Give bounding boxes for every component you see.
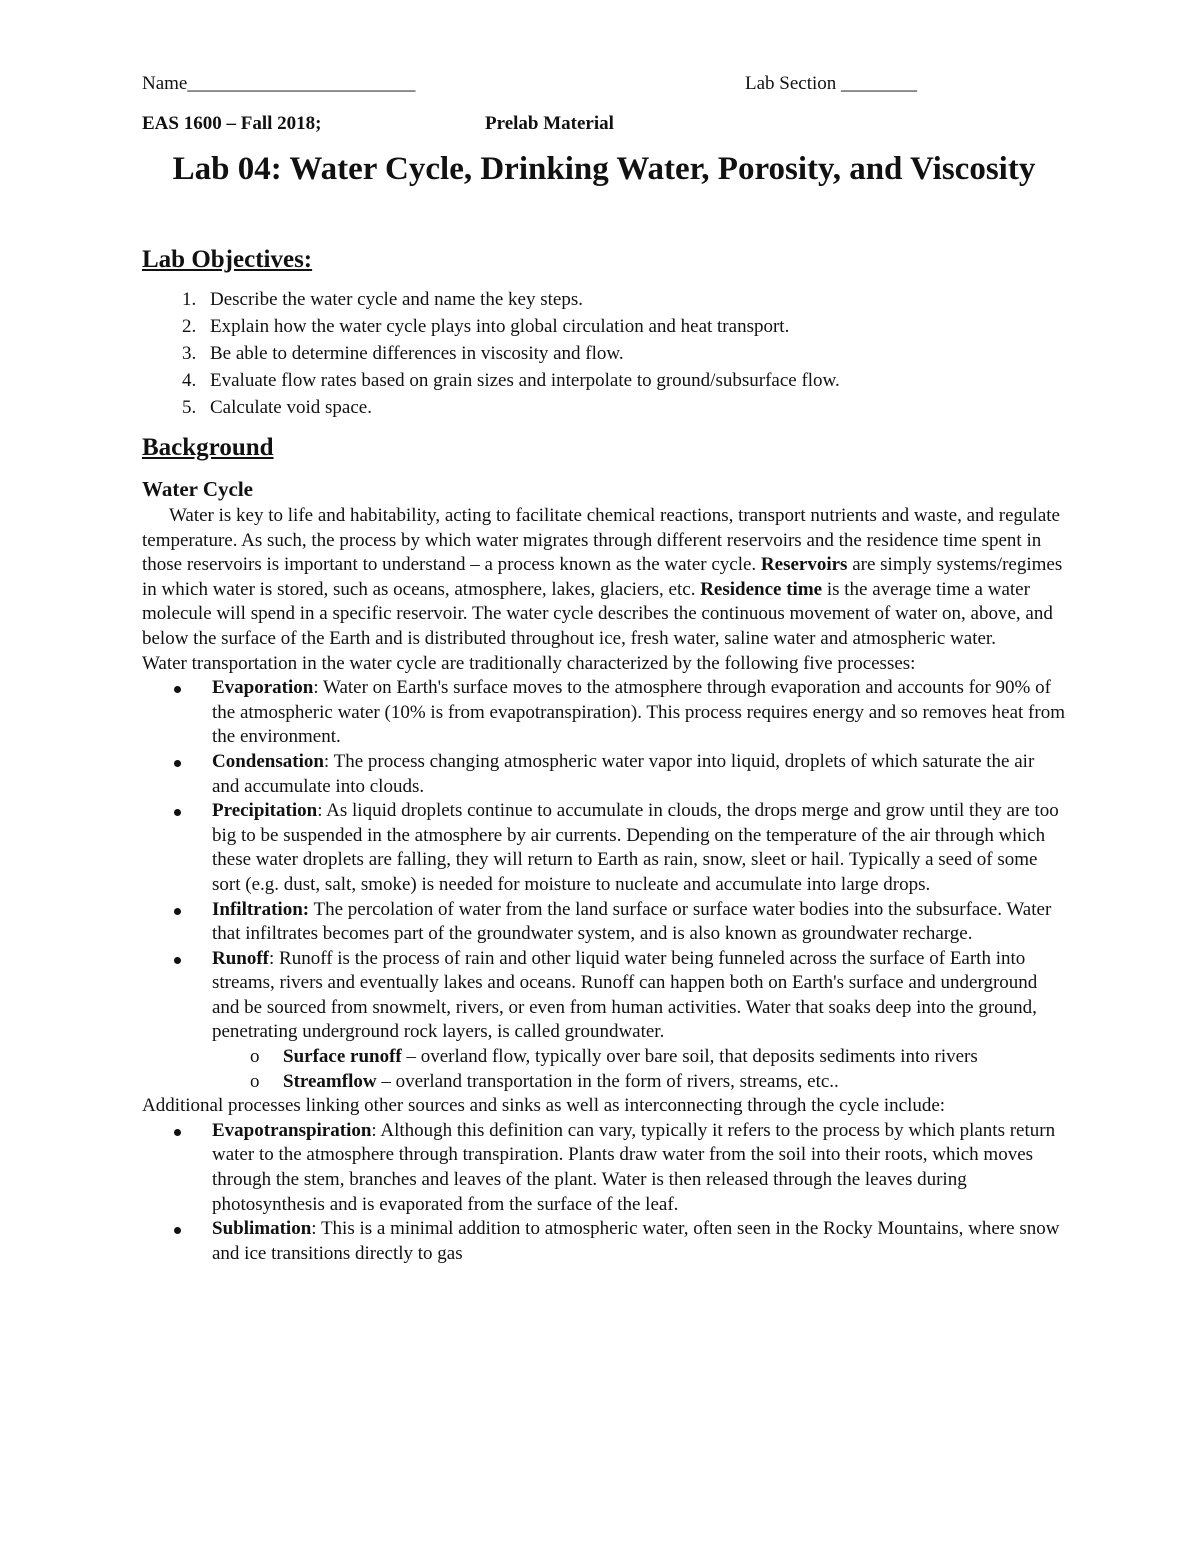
- name-field: Name________________________: [142, 73, 416, 94]
- bullet-icon: [174, 957, 181, 964]
- list-item: 5. Calculate void space.: [182, 397, 372, 418]
- list-item: 4. Evaluate flow rates based on grain sizes and interpolate to ground/subsurface flow.: [182, 370, 840, 391]
- page-title: Lab 04: Water Cycle, Drinking Water, Porosity, and Viscosity: [172, 151, 1036, 187]
- list-item: o Streamflow – overland transportation in the form of rivers, streams, etc..: [283, 1070, 1066, 1095]
- objectives-list: [142, 286, 1070, 421]
- sub-bullet-icon: o: [250, 1070, 260, 1092]
- list-item: Precipitation: As liquid droplets continue to accumulate in clouds, the drops merge and grow until they are too big to be suspended in the atmosphere by air currents. Depending on the temperature of the air through which these water droplets are falling, they will return to Earth as rain, snow, sleet or hail. Typically a seed of some sort (e.g. dust, salt, smoke) is needed for moisture to nucleate and accumulate into large drops.: [212, 799, 1066, 897]
- bullet-icon: [174, 908, 181, 915]
- background-heading: Background: [142, 434, 274, 461]
- intro-paragraph: Water is key to life and habitability, acting to facilitate chemical reactions, transport nutrients and waste, and regulate temperature. As such, the process by which water migrates through different reservoirs and the residence time spent in those reservoirs is important to understand – a process known as the water cycle. Reservoirs are simply systems/regimes in which water is stored, such as oceans, atmosphere, lakes, glaciers, etc. Residence time is the average time a water molecule will spend in a specific reservoir. The water cycle describes the continuous movement of water on, above, and below the surface of the Earth and is distributed throughout ice, fresh water, saline water and atmospheric water.: [142, 505, 1063, 649]
- prelab-label: Prelab Material: [485, 113, 614, 134]
- list-item: 1. Describe the water cycle and name the key steps.: [182, 289, 583, 310]
- bullet-icon: [174, 686, 181, 693]
- list-item: o Surface runoff – overland flow, typically over bare soil, that deposits sediments into rivers: [283, 1045, 1066, 1070]
- header-fields: [142, 72, 1066, 98]
- list-item: Sublimation: This is a minimal addition to atmospheric water, often seen in the Rocky Mountains, where snow and ice transitions directly to gas: [212, 1217, 1066, 1266]
- list-item: 3. Be able to determine differences in viscosity and flow.: [182, 343, 624, 364]
- course-label: EAS 1600 – Fall 2018;: [142, 113, 322, 134]
- list-item: Infiltration: The percolation of water from the land surface or surface water bodies into the subsurface. Water that infiltrates becomes part of the groundwater system, and is also known as groundwater recharge.: [212, 898, 1066, 947]
- bullet-icon: [174, 1227, 181, 1234]
- processes-intro: Water transportation in the water cycle are traditionally characterized by the following five processes:: [142, 652, 916, 674]
- list-item: 2. Explain how the water cycle plays into global circulation and heat transport.: [182, 316, 790, 337]
- list-item: Evapotranspiration: Although this definition can vary, typically it refers to the process by which plants return water to the atmosphere through transpiration. Plants draw water from the soil into their roots, which moves through the stem, branches and leaves of the plant. Water is then released through the leaves during photosynthesis and is evaporated from the surface of the leaf.: [212, 1119, 1066, 1217]
- background-body: [142, 504, 1066, 1266]
- water-cycle-heading: Water Cycle: [142, 477, 253, 501]
- objectives-heading: Lab Objectives:: [142, 246, 313, 273]
- additional-process-list: [142, 1119, 1066, 1267]
- lab-section-field: Lab Section ________: [745, 73, 918, 94]
- runoff-sublist: [212, 1045, 1066, 1094]
- list-item: Evaporation: Water on Earth's surface moves to the atmosphere through evaporation and accounts for 90% of the atmospheric water (10% is from evapotranspiration). This process requires energy and so removes heat from the environment.: [212, 676, 1066, 750]
- list-item: Condensation: The process changing atmospheric water vapor into liquid, droplets of which saturate the air and accumulate into clouds.: [212, 750, 1066, 799]
- sub-bullet-icon: o: [250, 1046, 260, 1068]
- bullet-icon: [174, 809, 181, 816]
- bullet-icon: [174, 760, 181, 767]
- list-item: Runoff: Runoff is the process of rain and other liquid water being funneled across the surface of Earth into streams, rivers and eventually lakes and oceans. Runoff can happen both on Earth's surface and underground and be sourced from snowmelt, rivers, or even from human activities. Water that soaks deep into the ground, penetrating underground rock layers, is called groundwater. o Surface runoff – overland flow, typically over bare soil, that deposits sediments into rivers o Streamflow – overland transportation in the form of rivers, streams, etc..: [212, 947, 1066, 1095]
- bullet-icon: [174, 1129, 181, 1136]
- additional-intro: Additional processes linking other sources and sinks as well as interconnecting through the cycle include:: [142, 1095, 946, 1117]
- process-list: [142, 676, 1066, 1094]
